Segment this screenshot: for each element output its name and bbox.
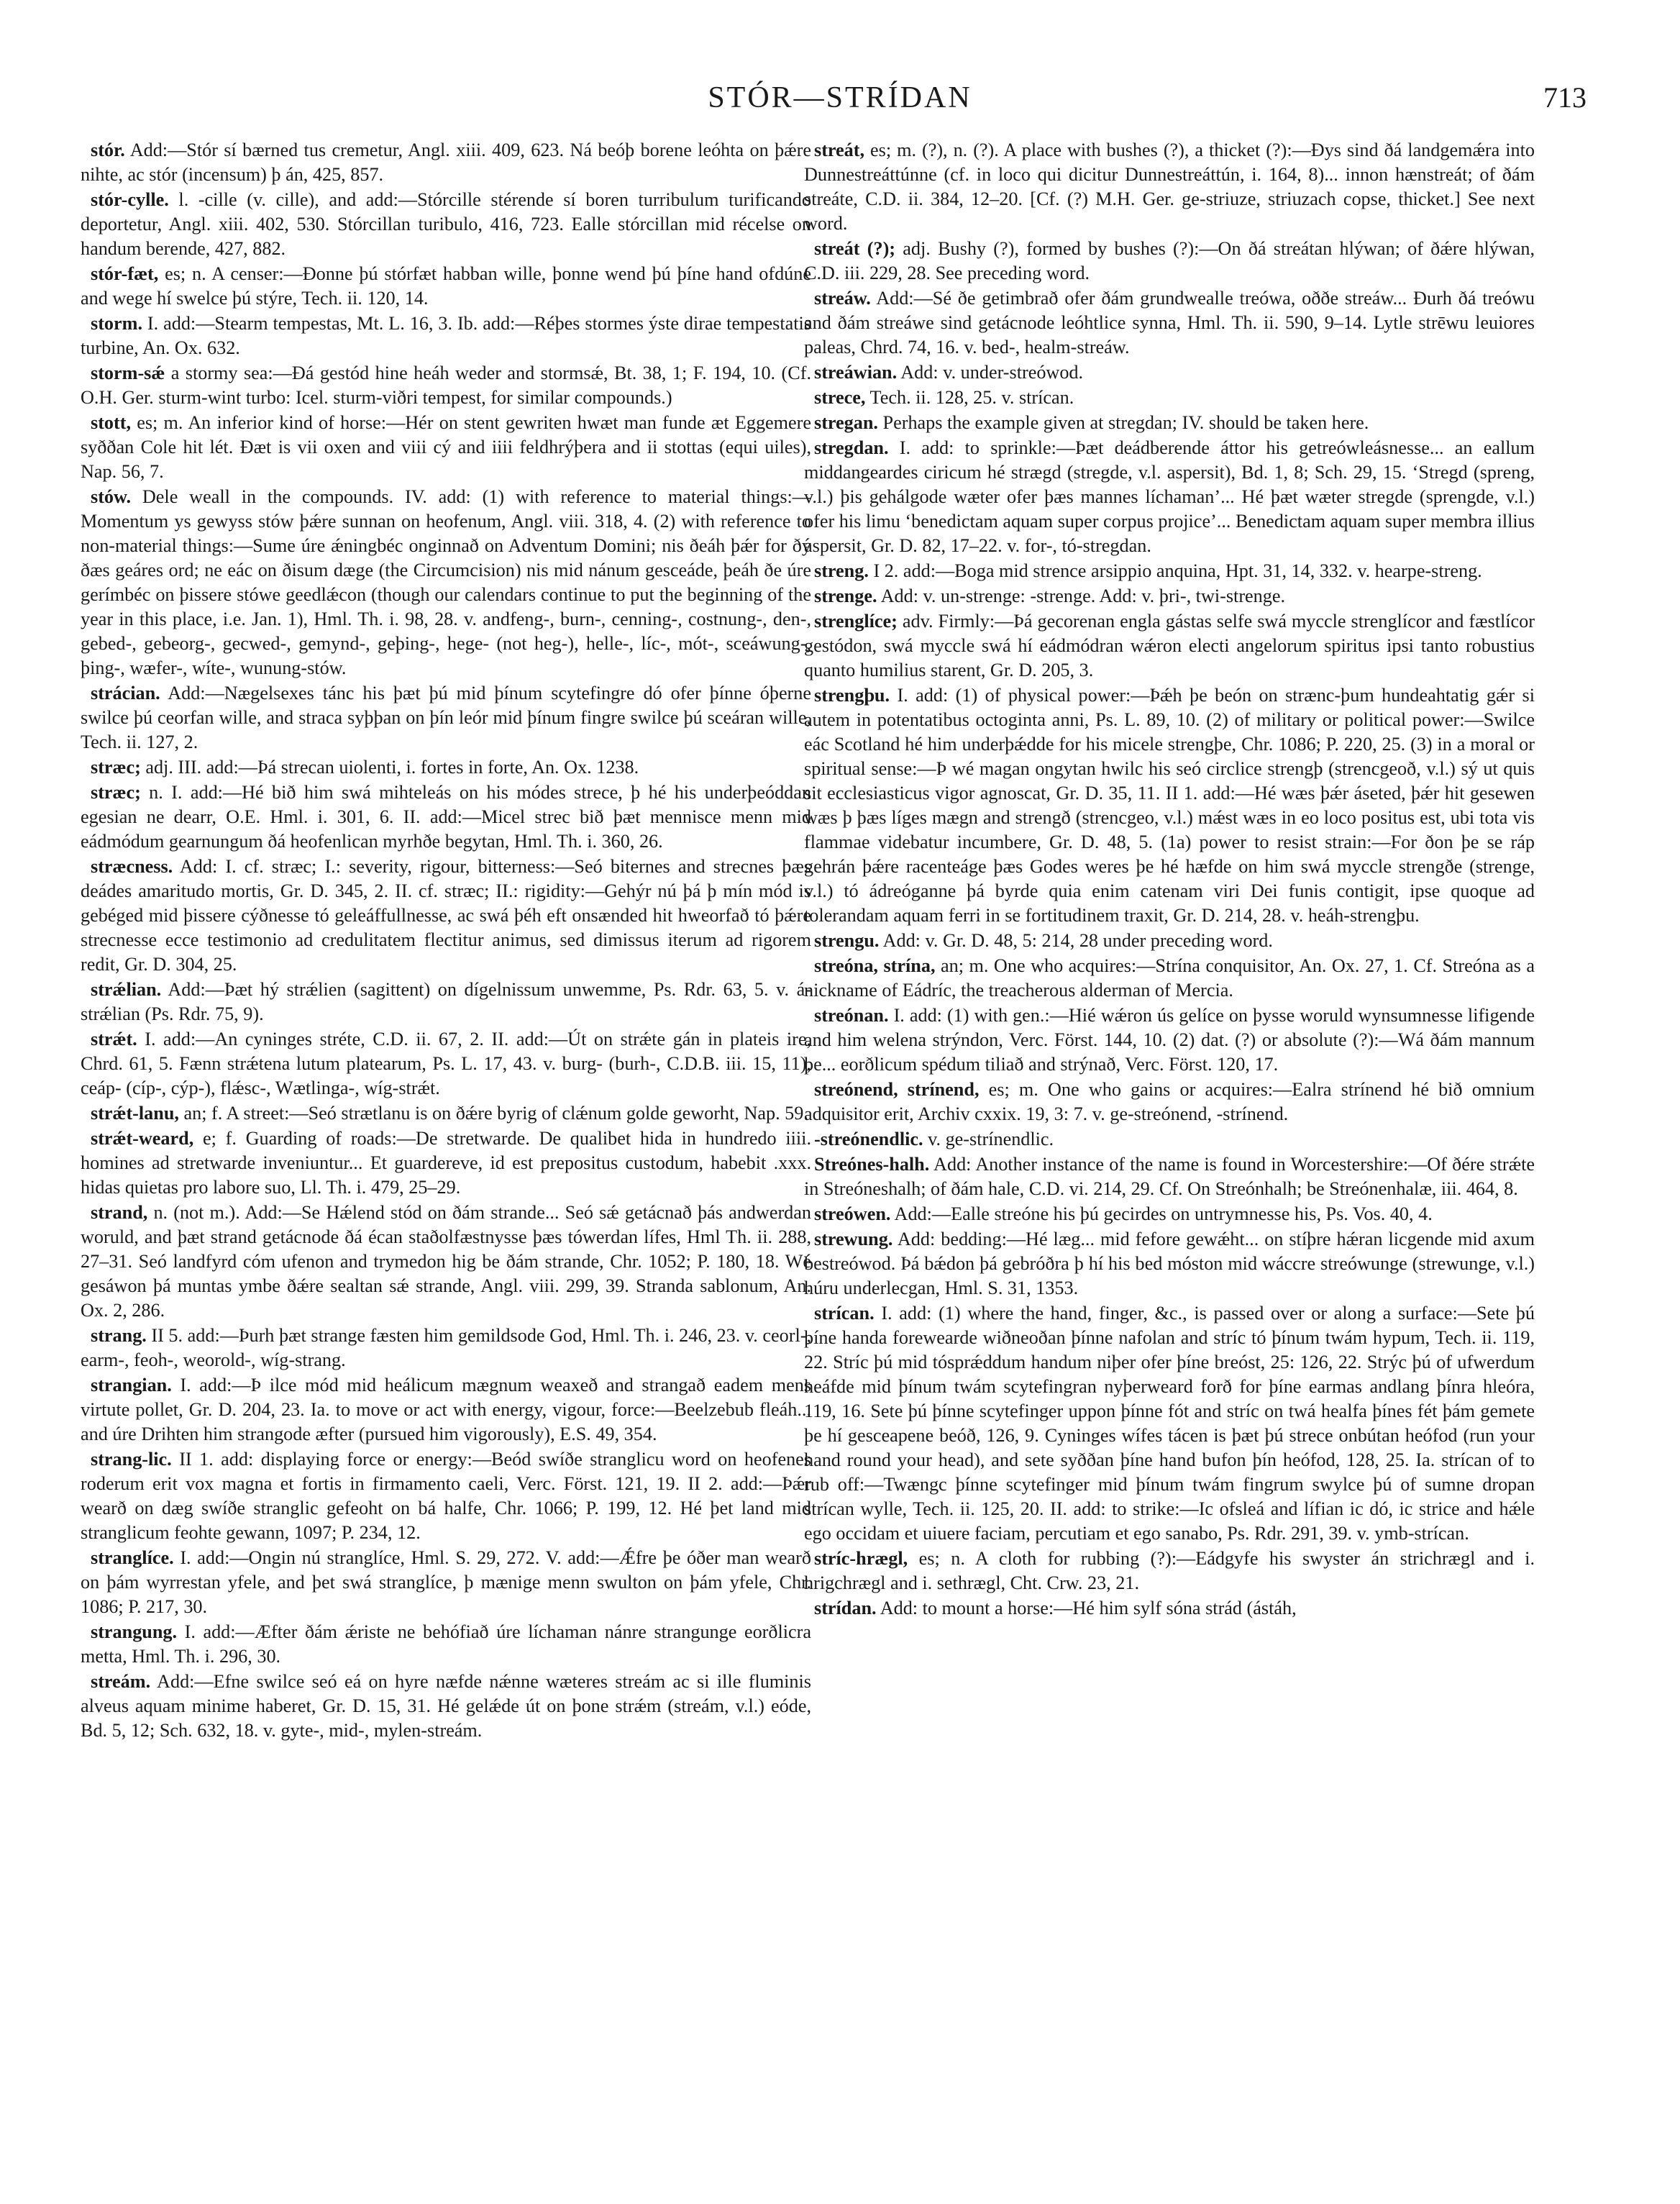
entry-definition: Add: Another instance of the name is found in Worcestershire:—Of ðére strǽte in Streóneshalh; of ðám hale, C.D. vi. 214, 29. Cf. On Streónhalh; be Streónenhalæ, iii. 464, 8. (804, 1154, 1535, 1199)
entry-definition: II 5. add:—Þurh þæt strange fæsten him gemildsode God, Hml. Th. i. 246, 23. v. ceorl-, earm-, feoh-, weorold-, wíg-strang. (81, 1325, 811, 1370)
entry-definition: II 1. add: displaying force or energy:—Beód swíðe stranglicu word on heofenes roderum erit vox magna et fortis in firmamento caeli, Verc. Först. 121, 19. II 2. add:—Þǽr wearð on dæg swíðe stranglic gefeoht on bá halfe, Chr. 1066; P. 199, 12. Hé þet land mid stranglicum feohte gewann, 1097; P. 234, 12. (81, 1449, 811, 1543)
entry-headword: stregdan. (814, 437, 889, 458)
entry-headword: streát (?); (814, 238, 896, 259)
page-number: 713 (1543, 81, 1587, 114)
entry-definition: I. add:—Stearm tempestas, Mt. L. 16, 3. Ib. add:—Réþes stormes ýste dirae tempestatis turbine, An. Ox. 632. (81, 313, 811, 358)
entry-definition: I. add:—Þ ilce mód mid heálicum mægnum weaxeð and strangað eadem mens virtute pollet, Gr. D. 204, 23. Ia. to move or act with energy, vigour, force:—Beelzebub fleáh... and úre Drihten him strangode æfter (pursued him vigorously), E.S. 49, 354. (81, 1375, 811, 1444)
dictionary-entry (804, 559, 1535, 583)
entry-headword: stræc; (91, 782, 141, 803)
entry-headword: -streónendlic. (814, 1129, 923, 1149)
entry-headword: stór. (91, 140, 125, 160)
entry-headword: strǽt. (91, 1029, 137, 1049)
entry-headword: Streónes-halh. (814, 1154, 930, 1175)
entry-definition: I. add: (1) with gen.:—Hié wǽron ús gelíce on þysse woruld wynsumnesse lifigende and him welena strýndon, Verc. Först. 144, 10. (2) dat. (?) or absolute (?):—Wá ðám mannum þe... eorðlicum spédum tiliað and strýnað, Verc. Först. 120, 17. (804, 1005, 1535, 1075)
entry-definition: Add:—Sé ðe getimbrað ofer ðám grundwealle treówa, oððe streáw... Đurh ðá treówu and ðám streáwe sind getácnode leóhtlice synna, Hml. Th. ii. 590, 9–14. Lytle strēwu leuiores paleas, Chrd. 74, 16. v. bed-, healm-streáw. (804, 288, 1535, 358)
entry-headword: strang-lic. (91, 1449, 172, 1470)
entry-definition: l. -cille (v. cille), and add:—Stórcille stérende sí boren turribulum turificando deportetur, Angl. xiii. 402, 530. Stórcillan turibulo, 416, 723. Ealle stórcillan mid récelse on handum berende, 427, 882. (81, 189, 811, 259)
dictionary-entry (804, 360, 1535, 385)
dictionary-entry (81, 1670, 811, 1743)
dictionary-entry (81, 1546, 811, 1619)
entry-headword: strídan. (814, 1598, 877, 1618)
entry-definition: I. add:—An cyninges stréte, C.D. ii. 67, 2. II. add:—Út on strǽte gán in plateis ire, Chrd. 61, 5. Fænn strǽtena lutum platearum, Ps. L. 17, 43. v. burg- (burh-, C.D.B. iii. 15, 11), ceáp- (cíp-, cýp-), flǽsc-, Wætlinga-, wíg-strǽt. (81, 1029, 811, 1098)
entry-headword: streáw. (814, 288, 871, 309)
left-column (81, 138, 811, 2167)
dictionary-entry (804, 237, 1535, 286)
entry-definition: adj. III. add:—Þá strecan uiolenti, i. fortes in forte, An. Ox. 1238. (140, 757, 639, 778)
entry-definition: Add:—Efne swilce seó eá on hyre næfde nǽnne wæteres streám ac si ille fluminis alveus aquam minime haberet, Gr. D. 15, 31. Hé gelǽde út on þone strǽm (streám, v.l.) eóde, Bd. 5, 12; Sch. 632, 18. v. gyte-, mid-, mylen-streám. (81, 1671, 811, 1741)
entry-headword: strenge. (814, 586, 877, 606)
entry-headword: strengu. (814, 930, 880, 951)
dictionary-entry (81, 311, 811, 360)
dictionary-entry (804, 584, 1535, 609)
entry-headword: strǽt-lanu, (91, 1103, 179, 1124)
entry-definition: an; f. A street:—Seó strætlanu is on ðǽre byrig of clǽnum golde geworht, Nap. 59. (178, 1103, 808, 1124)
entry-definition: adj. Bushy (?), formed by bushes (?):—On ðá streátan hlýwan; of ðǽre hlýwan, C.D. iii. 229, 28. See preceding word. (804, 238, 1535, 283)
entry-definition: I. add: (1) of physical power:—Þǽh þe beón on strænc-þum hundeahtatig gǽr si autem in potentatibus octoginta anni, Ps. L. 89, 10. (2) of military or political power:—Swilce eác Scotland hé him underþǽdde for his micele strengþe, Chr. 1086; P. 220, 25. (3) in a moral or spiritual sense:—Þ wé magan ongytan hwilc his seó circlice strengþ (strencgeoð, v.l.) sý ut quis sit ecclesiasticus vigor agnoscat, Gr. D. 35, 11. II 1. add:—Hé wæs þǽr áseted, þǽr hit gesewen wæs þ þæs líges mægn and strengð (strencgeo, v.l.) mǽst wæs in eo loco positus est, ubi tota vis flammae videbatur incumbere, Gr. D. 48, 5. (1a) power to resist strain:—For ðon þe se ráp gehrán þǽre racenteáge þæs Godes weres þe hé hæfde on him swá myccle strengðe (strenge, v.l.) tó ádreóganne þá byrde quia enim catenam viri Dei funis contigit, ipse quoque ad tolerandam aquam ferri in se fortitudinem traxit, Gr. D. 214, 28. v. heáh-strengþu. (804, 685, 1535, 926)
entry-headword: streóna, strína, (814, 955, 936, 976)
entry-headword: strengþu. (814, 685, 890, 706)
dictionary-entry (804, 1596, 1535, 1621)
entry-headword: strewung. (814, 1229, 893, 1249)
entry-definition: e; f. Guarding of roads:—De stretwarde. De qualibet hida in hundredo iiii. homines ad stretwarde inveniuntur... Et guardereve, id est prepositus custodum, habebit .xxx. hidas quietas pro labore suo, Ll. Th. i. 479, 25–29. (81, 1128, 811, 1198)
entry-headword: strang. (91, 1325, 147, 1346)
entry-definition: Add: v. under-streówod. (897, 362, 1084, 383)
dictionary-entry (804, 436, 1535, 558)
entry-definition: I. add: (1) where the hand, finger, &c., is passed over or along a surface:—Sete þú þíne handa forewearde wiðneoðan þínne nafolan and stríc tó þínum twám hypum, Tech. ii. 119, 22. Stríc þú mid tósprǽddum handum niþer ofer þíne breóst, 25: 126, 22. Strýc þú of ufwerdum heáfde mid þínum twám scytefingran nyþerweard forð for þíne earmas andlang þínra hleóra, 119, 16. Sete þú þínne scytefinger uppon þínne fót and stríc on twá healfa þínes fét þám gemete þe hí gesceapene beóð, 126, 9. Cyninges wífes tácen is þæt þú strece onbútan heófod (run your hand round your head), and sete syððan þíne hand bufon þín heófod, 128, 25. Ia. strícan of to rub off:—Twængc þínne scytefinger mid þínum twám fingrum swylce þú of sumne dropan strícan wylle, Tech. ii. 125, 20. II. add: to strike:—Ic ofsleá and lífian ic dó, ic strice and hǽle ego occidam et uiuere faciam, percutiam et ego sanabo, Ps. Rdr. 291, 39. v. ymb-strícan. (804, 1303, 1535, 1544)
dictionary-entry (804, 954, 1535, 1003)
entry-headword: strícan. (814, 1303, 875, 1324)
entry-headword: stott, (91, 412, 131, 433)
entry-headword: stræcness. (91, 856, 173, 877)
entry-headword: streng. (814, 560, 869, 581)
entry-definition: a stormy sea:—Đá gestód hine heáh weder and stormsǽ, Bt. 38, 1; F. 194, 10. (Cf. O.H. Ger. sturm-wint turbo: Icel. sturm-viðri tempest, for similar compounds.) (81, 363, 811, 408)
entry-headword: strǽlian. (91, 979, 162, 1000)
dictionary-entry (804, 609, 1535, 683)
dictionary-entry (81, 1027, 811, 1101)
dictionary-entry (804, 1301, 1535, 1546)
right-column (804, 138, 1535, 2167)
entry-definition: n. I. add:—Hé bið him swá mihteleás on his módes strece, þ hé his underþeóddan egesian ne dearr, O.E. Hml. i. 301, 6. II. add:—Micel strec bið þæt mennisce menn mid eádmódum gearnungum ðá heofenlican myrhðe begytan, Hml. Th. i. 360, 26. (81, 782, 811, 852)
dictionary-entry (804, 1202, 1535, 1226)
entry-headword: streónend, strínend, (814, 1079, 980, 1100)
dictionary-entry (81, 138, 811, 187)
dictionary-entry (81, 755, 811, 780)
dictionary-entry (81, 855, 811, 977)
entry-definition: Add:—Þæt hý strǽlien (sagittent) on dígelnissum unwemme, Ps. Rdr. 63, 5. v. á-strǽlian (Ps. Rdr. 75, 9). (81, 979, 811, 1024)
entry-headword: storm-sǽ (91, 363, 165, 383)
entry-headword: strǽt-weard, (91, 1128, 194, 1149)
entry-definition: Add: I. cf. stræc; I.: severity, rigour, bitterness:—Seó biternes and strecnes þæs deádes amaritudo mortis, Gr. D. 345, 2. II. cf. stræc; II.: rigidity:—Gehýr nú þá þ mín mód is gebéged mid þissere cýðnesse tó geleáffullnesse, ac swá þéh eft onsænded hit hweorfað tó þǽre strecnesse ecce testimonio ad credulitatem flectitur animus, sed dimissus iterum ad rigorem redit, Gr. D. 304, 25. (81, 856, 811, 975)
dictionary-entry (804, 1227, 1535, 1301)
dictionary-entry (81, 1620, 811, 1669)
entry-definition: Add: to mount a horse:—Hé him sylf sóna strád (ástáh, (876, 1598, 1297, 1618)
dictionary-entry (81, 1101, 811, 1126)
entry-definition: Add: v. Gr. D. 48, 5: 214, 28 under preceding word. (879, 930, 1273, 951)
dictionary-entry (81, 780, 811, 854)
dictionary-entry (81, 1373, 811, 1447)
entry-headword: strece, (814, 387, 866, 408)
dictionary-entry (804, 929, 1535, 953)
entry-headword: strácian. (91, 683, 160, 703)
entry-definition: Add:—Stór sí bærned tus cremetur, Angl. xiii. 409, 623. Ná beóþ borene leóhta on þǽre nihte, ac stór (incensum) þ án, 425, 857. (81, 140, 811, 185)
entry-headword: strand, (91, 1202, 148, 1223)
dictionary-entry (81, 978, 811, 1026)
dictionary-entry (804, 138, 1535, 236)
entry-definition: adv. Firmly:—Þá gecorenan engla gástas selfe swá myccle strenglícor and fæstlícor gestódon, swá myccle swá hí eádmódran wǽron electi angelorum spiritus ipsi tanto robustius quanto humilius starent, Gr. D. 205, 3. (804, 611, 1535, 680)
entry-definition: es; n. A cloth for rubbing (?):—Eádgyfe his swyster án strichrægl and i. hrigchrægl and i. sethrægl, Cht. Crw. 23, 21. (804, 1548, 1535, 1593)
entry-headword: streát, (814, 140, 865, 160)
dictionary-entry (804, 683, 1535, 928)
entry-headword: strangian. (91, 1375, 172, 1395)
running-head: STÓR—STRÍDAN (708, 81, 972, 114)
entry-headword: streáwian. (814, 362, 898, 383)
entry-headword: storm. (91, 313, 142, 334)
entry-definition: es; m. An inferior kind of horse:—Hér on stent gewriten hwæt man funde æt Eggemere syððan Cole hit lét. Đæt is vii oxen and viii cý and iiii feldhrýþera and ii stottas (equi uiles), Nap. 56, 7. (81, 412, 811, 482)
entry-headword: stów. (91, 486, 132, 507)
dictionary-entry (81, 411, 811, 484)
entry-headword: stór-fæt, (91, 263, 159, 284)
entry-headword: stregan. (814, 412, 878, 433)
dictionary-entry (81, 262, 811, 311)
dictionary-entry (804, 1003, 1535, 1077)
dictionary-entry (804, 1547, 1535, 1595)
entry-headword: streónan. (814, 1005, 889, 1026)
entry-definition: I 2. add:—Boga mid strence arsippio anquina, Hpt. 31, 14, 332. v. hearpe-streng. (868, 560, 1482, 581)
entry-definition: Add: v. un-strenge: -strenge. Add: v. þri-, twi-strenge. (877, 586, 1286, 606)
entry-definition: es; m. (?), n. (?). A place with bushes (?), a thicket (?):—Đys sind ðá landgemǽra into Dunnestreáttúnne (cf. in loco qui dicitur Dunnestreáttún, i. 164, 8)... innon hænstreát; of ðám streáte, C.D. ii. 384, 12–20. [Cf. (?) M.H. Ger. ge-striuze, striuzach copse, thicket.] See next word. (804, 140, 1535, 234)
entry-definition: Tech. ii. 128, 25. v. strícan. (865, 387, 1074, 408)
entry-definition: Add: bedding:—Hé læg... mid fefore gewǽht... on stíþre hǽran licgende mid axum bestreówod. Þá bǽdon þá gebróðra þ hí his bed móston mid wáccre streówunge (strewunge, v.l.) húru underlecgan, Hml. S. 31, 1353. (804, 1229, 1535, 1298)
dictionary-entry (81, 485, 811, 680)
entry-definition: I. add:—Ongin nú stranglíce, Hml. S. 29, 272. V. add:—Ǽfre þe óðer man wearð on þám wyrrestan yfele, and þet swá stranglíce, þ mænige menn swulton on þám yfele, Chr. 1086; P. 217, 30. (81, 1547, 811, 1617)
dictionary-entry (81, 681, 811, 755)
entry-headword: stór-cylle. (91, 189, 169, 210)
dictionary-entry (804, 386, 1535, 410)
entry-definition: an; m. One who acquires:—Strína conquisitor, An. Ox. 27, 1. Cf. Streóna as a nickname of Eádríc, the treacherous alderman of Mercia. (804, 955, 1535, 1001)
entry-headword: streám. (91, 1671, 151, 1692)
entry-definition: Perhaps the example given at stregdan; IV. should be taken here. (877, 412, 1369, 433)
entry-definition: I. add: to sprinkle:—Þæt deádberende áttor his getreówleásnesse... an eallum middangeardes ciricum hé strægd (stregde, v.l. aspersit), Bd. 1, 8; Sch. 29, 15. ‘Stregd (spreng, v.l.) þis gehálgode wæter ofer þæs mannes líchaman’... Hé þæt wæter stregde (sprengde, v.l.) ofer his limu ‘benedictam aquam super corpus projice’... Benedictam aquam super membra illius aspersit, Gr. D. 82, 17–22. v. for-, tó-stregdan. (804, 437, 1535, 556)
entry-headword: stríc-hrægl, (814, 1548, 908, 1569)
dictionary-entry (81, 188, 811, 261)
entry-definition: es; m. One who gains or acquires:—Ealra strínend hé bið omnium adquisitor erit, Archiv cxxix. 19, 3: 7. v. ge-streónend, -strínend. (804, 1079, 1535, 1124)
entry-definition: Add:—Nægelsexes tánc his þæt þú mid þínum scytefingre dó ofer þínne óþerne swilce þú ceorfan wille, and straca syþþan on þín leór mid þínum fingre swilce þú sceáran wille, Tech. ii. 127, 2. (81, 683, 811, 752)
entry-headword: streówen. (814, 1203, 891, 1224)
dictionary-entry (81, 1201, 811, 1323)
entry-definition: v. ge-strínendlic. (923, 1129, 1054, 1149)
dictionary-entry (81, 1447, 811, 1545)
dictionary-entry (804, 411, 1535, 435)
entry-headword: strangung. (91, 1621, 178, 1642)
entry-headword: strenglíce; (814, 611, 898, 632)
dictionary-entry (804, 1127, 1535, 1152)
dictionary-entry (804, 1152, 1535, 1201)
entry-headword: stræc; (91, 757, 141, 778)
entry-definition: es; n. A censer:—Đonne þú stórfæt habban wille, þonne wend þú þíne hand ofdúne and wege hí swelce þú stýre, Tech. ii. 120, 14. (81, 263, 811, 309)
entry-definition: Add:—Ealle streóne his þú gecirdes on untrymnesse his, Ps. Vos. 40, 4. (890, 1203, 1433, 1224)
dictionary-entry (81, 1126, 811, 1200)
dictionary-entry (804, 286, 1535, 360)
dictionary-entry (804, 1078, 1535, 1126)
dictionary-entry (81, 1324, 811, 1372)
entry-definition: Dele weall in the compounds. IV. add: (1) with reference to material things:—Momentum ys gewyss stów þǽre sunnan on heofenum, Angl. viii. 318, 4. (2) with reference to non-material things:—Sume úre ǽningbéc onginnað on Adventum Domini; nis ðeáh þǽr for ðý ðæs geáres ord; ne eác on ðisum dæge (the Circumcision) nis mid nánum gesceáde, þeáh ðe úre gerímbéc on þissere stówe geedlǽcon (though our calendars continue to put the beginning of the year in this place, i.e. Jan. 1), Hml. Th. i. 98, 28. v. andfeng-, burn-, cenning-, costnung-, den-, gebed-, gebeorg-, gecwed-, gemynd-, geþing-, hege- (not heg-), helle-, líc-, mót-, sceáwung-, þing-, wæfer-, wíte-, wunung-stów. (81, 486, 811, 678)
entry-definition: n. (not m.). Add:—Se Hǽlend stód on ðám strande... Seó sǽ getácnað þás andwerdan woruld, and þæt strand getácnode ðá écan staðolfæstnysse þæs tówerdan lífes, Hml Th. ii. 288, 27–31. Seó landfyrd cóm ufenon and trymedon hig be ðám strande, Chr. 1052; P. 180, 18. Wé gesáwon þá muntas ymbe ðǽre sealtan sǽ strande, Angl. viii. 299, 39. Stranda sablonum, An. Ox. 2, 286. (81, 1202, 811, 1321)
dictionary-entry (81, 361, 811, 410)
entry-definition: I. add:—Æfter ðám ǽriste ne behófiað úre líchaman nánre strangunge eorðlicra metta, Hml. Th. i. 296, 30. (81, 1621, 811, 1667)
entry-headword: stranglíce. (91, 1547, 174, 1568)
